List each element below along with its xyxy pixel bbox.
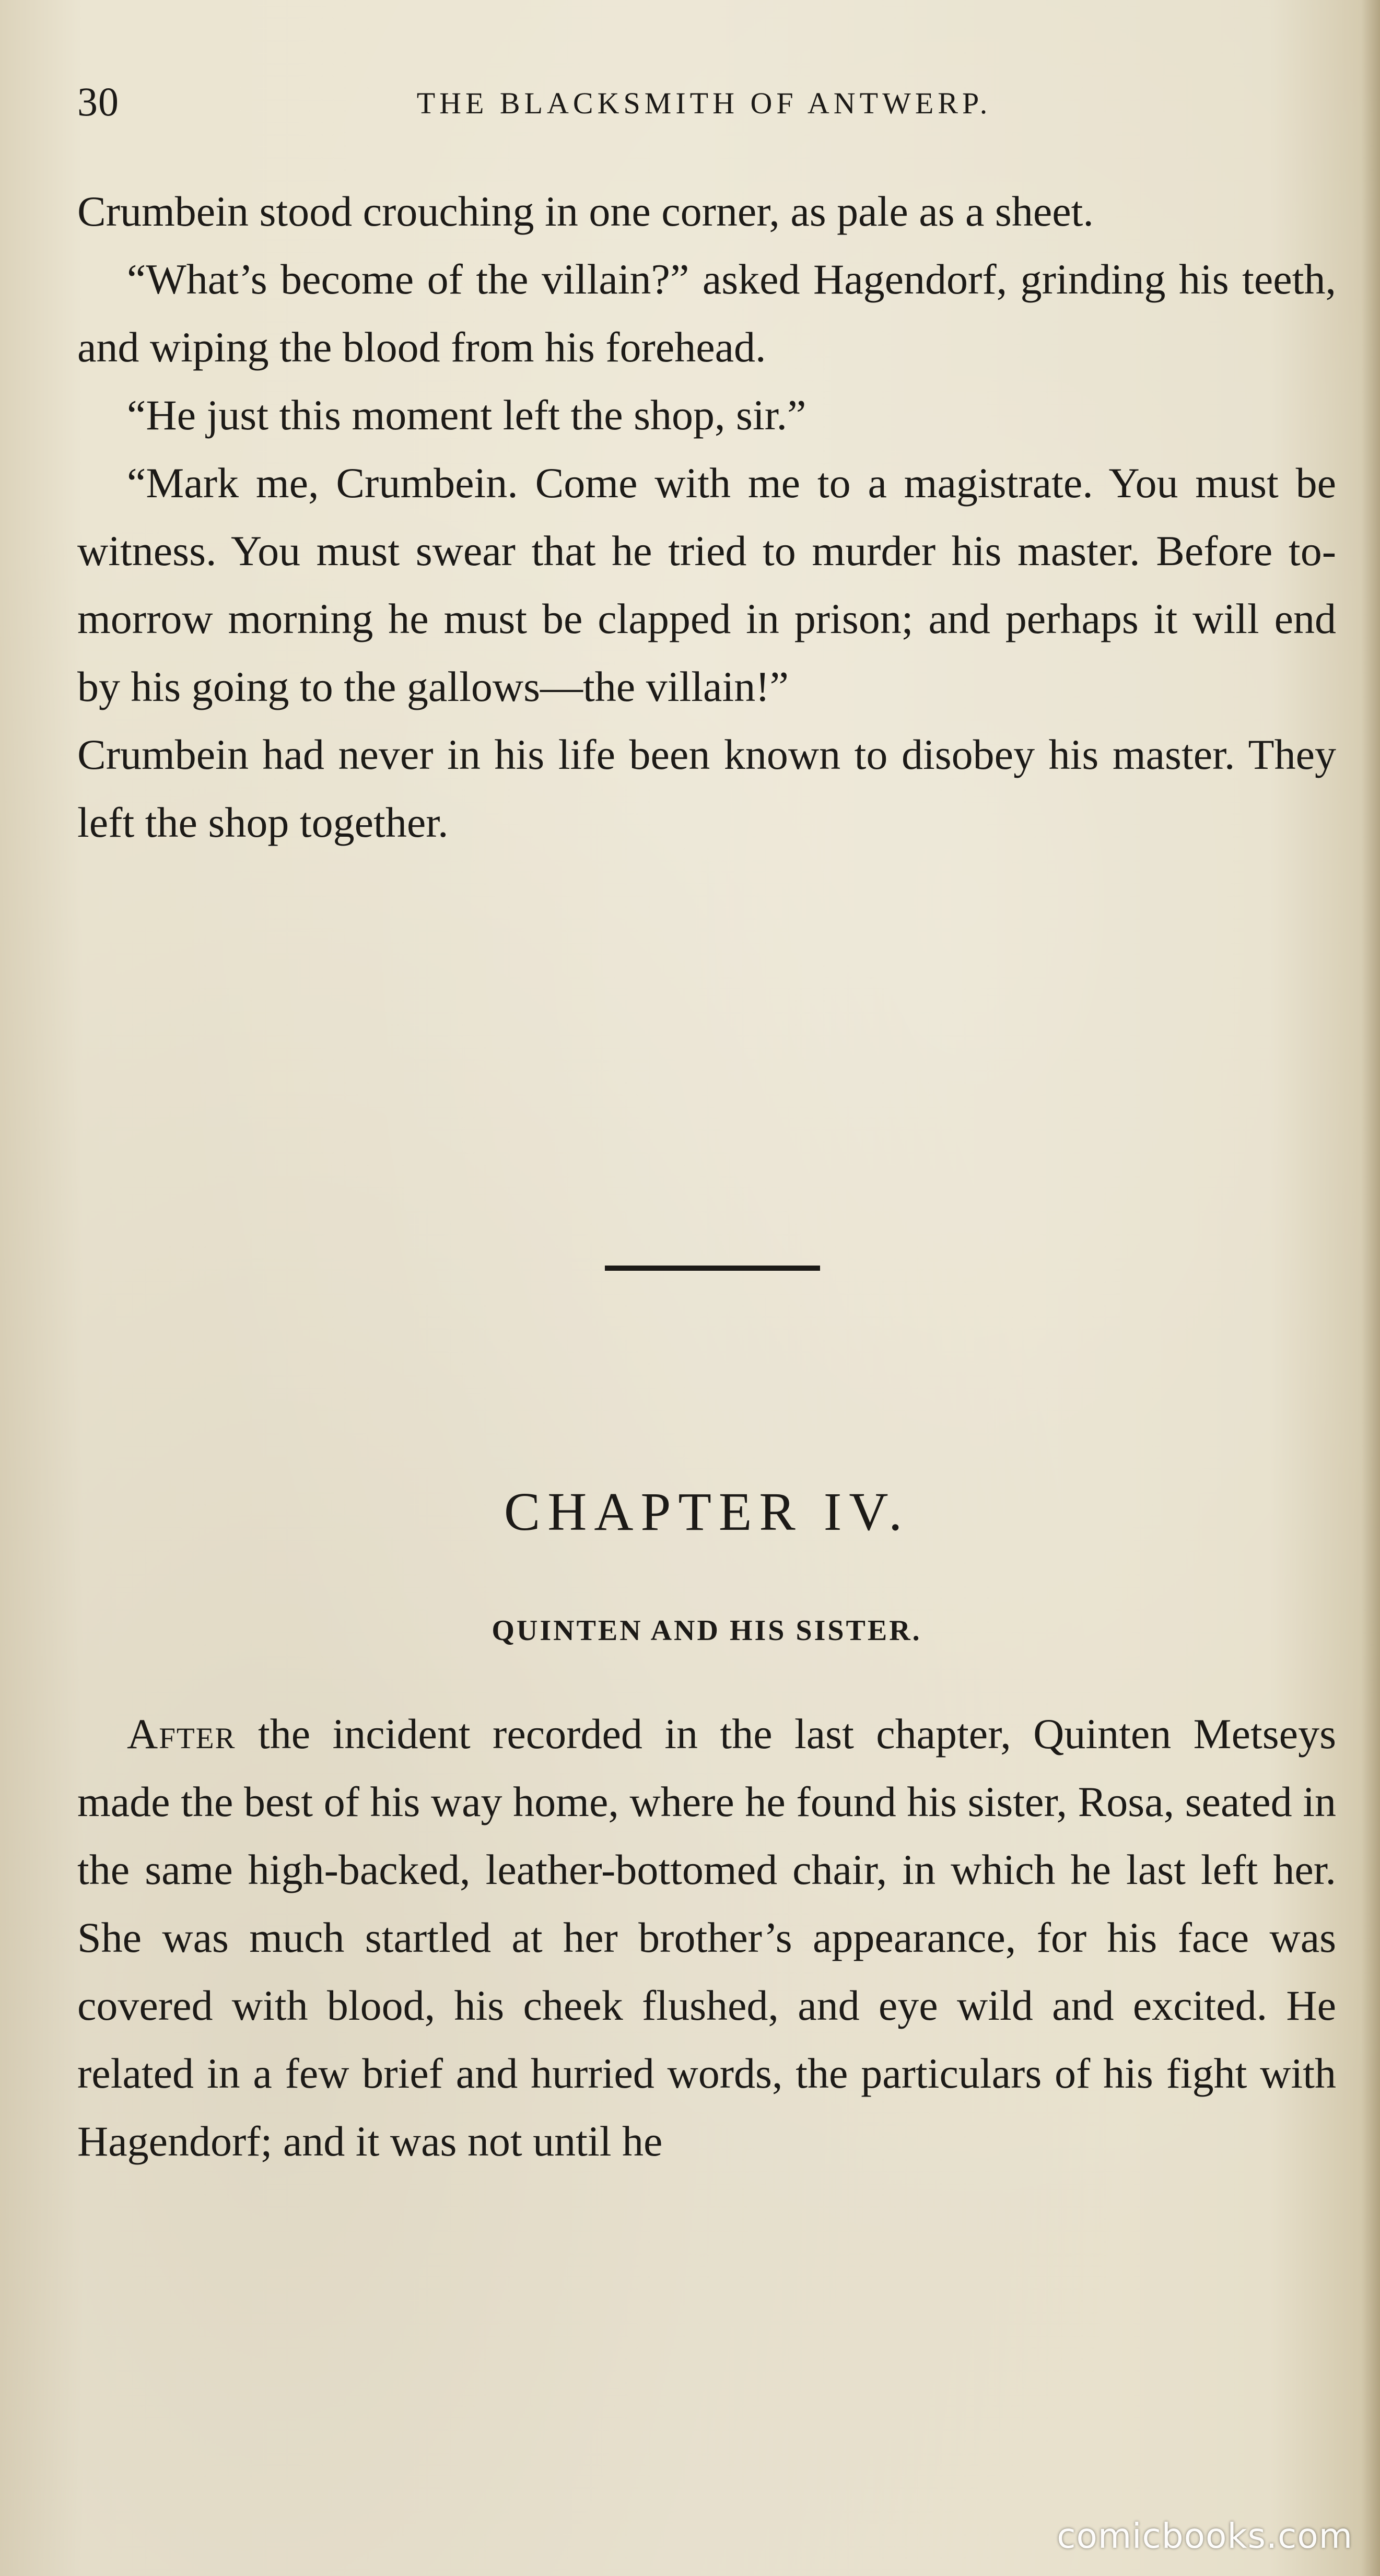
paragraph: “Mark me, Crumbein. Come with me to a magistrate. You must be witness. You must swear that he tried to murder his master. Before to-morrow morning he must be clapped in prison; and perhaps it will end by his going to the gallows—the villain!” <box>77 459 1336 710</box>
paragraph: Crumbein stood crouching in one corner, as pale as a sheet. <box>77 188 1094 235</box>
text-block-top <box>77 178 1336 857</box>
chapter-subtitle: QUINTEN AND HIS SISTER. <box>492 1614 922 1647</box>
paragraph-lead-word: After <box>127 1710 236 1758</box>
running-head: THE BLACKSMITH OF ANTWERP. <box>416 86 992 120</box>
page-header <box>77 78 1331 125</box>
section-divider-rule <box>605 1266 820 1271</box>
chapter-title: CHAPTER IV. <box>504 1482 910 1542</box>
page-edge-shadow <box>1361 0 1380 2576</box>
site-watermark: comicbooks.com <box>1057 2516 1353 2556</box>
paragraph: “He just this moment left the shop, sir.” <box>127 391 806 439</box>
text-block-bottom <box>77 1700 1336 2175</box>
paragraph: “What’s become of the villain?” asked Hagendorf, grinding his teeth, and wiping the blood from his forehead. <box>77 255 1336 371</box>
paragraph-body: the incident recorded in the last chapter, Quinten Metseys made the best of his way home, where he found his sister, Rosa, seated in the same high-backed, leather-bottomed chair, in which he last left her. She was much startled at her brother’s appearance, for his face was covered with blood, his cheek flushed, and eye wild and excited. He related in a few brief and hurried words, the particulars of his fight with Hagendorf; and it was not until he <box>77 1710 1336 2165</box>
paragraph <box>77 1700 1336 2175</box>
page-number: 30 <box>77 79 119 124</box>
paragraph: Crumbein had never in his life been known to disobey his master. They left the shop together. <box>77 731 1336 846</box>
